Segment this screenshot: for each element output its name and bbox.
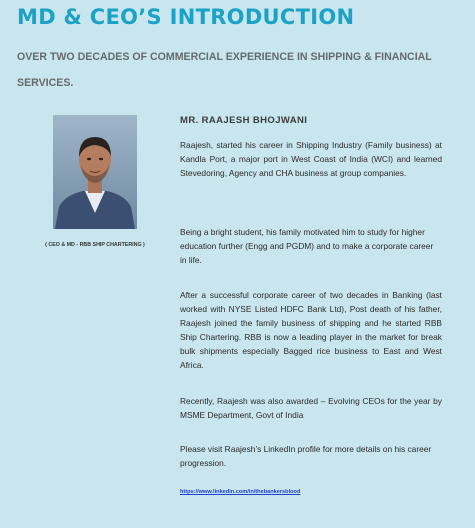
bio-paragraph-award: Recently, Raajesh was also awarded – Evolving CEOs for the year by MSME Department, Govt of India bbox=[180, 396, 442, 420]
bio-paragraph-linkedin-note: Please visit Raajesh’s LinkedIn profile for more details on his career progression. bbox=[180, 444, 432, 468]
bio-paragraph-career-start: Raajesh, started his career in Shipping Industry (Family business) at Kandla Port, a major port in West Coast of India (WCI) and learned Stevedoring, Agency and CHA business at group companies. bbox=[180, 140, 442, 178]
ceo-portrait-photo bbox=[53, 115, 137, 229]
bio-paragraph-education: Being a bright student, his family motivated him to study for higher education further (Engg and PGDM) and to make a corporate career in life. bbox=[180, 227, 434, 265]
photo-caption: ( CEO & MD - RBB SHIP CHARTERING ) bbox=[45, 242, 145, 248]
bio-paragraph-corporate-career: After a successful corporate career of two decades in Banking (last worked with NYSE Listed HDFC Bank Ltd), Post death of his father, Raajesh joined the family business of shipping and he started RBB Ship Chartering. RBB is now a leading player in the market for break bulk shipments especially Bagged rice business to East and West Africa. bbox=[180, 290, 442, 370]
page-subtitle: OVER TWO DECADES OF COMMERCIAL EXPERIENCE IN SHIPPING & FINANCIAL SERVICES. bbox=[17, 51, 432, 89]
person-name: MR. RAAJESH BHOJWANI bbox=[180, 115, 308, 126]
linkedin-profile-link[interactable]: https://www.linkedin.com/in/thebankersblood bbox=[180, 489, 301, 495]
page-title: MD & CEO’S INTRODUCTION bbox=[17, 5, 355, 29]
